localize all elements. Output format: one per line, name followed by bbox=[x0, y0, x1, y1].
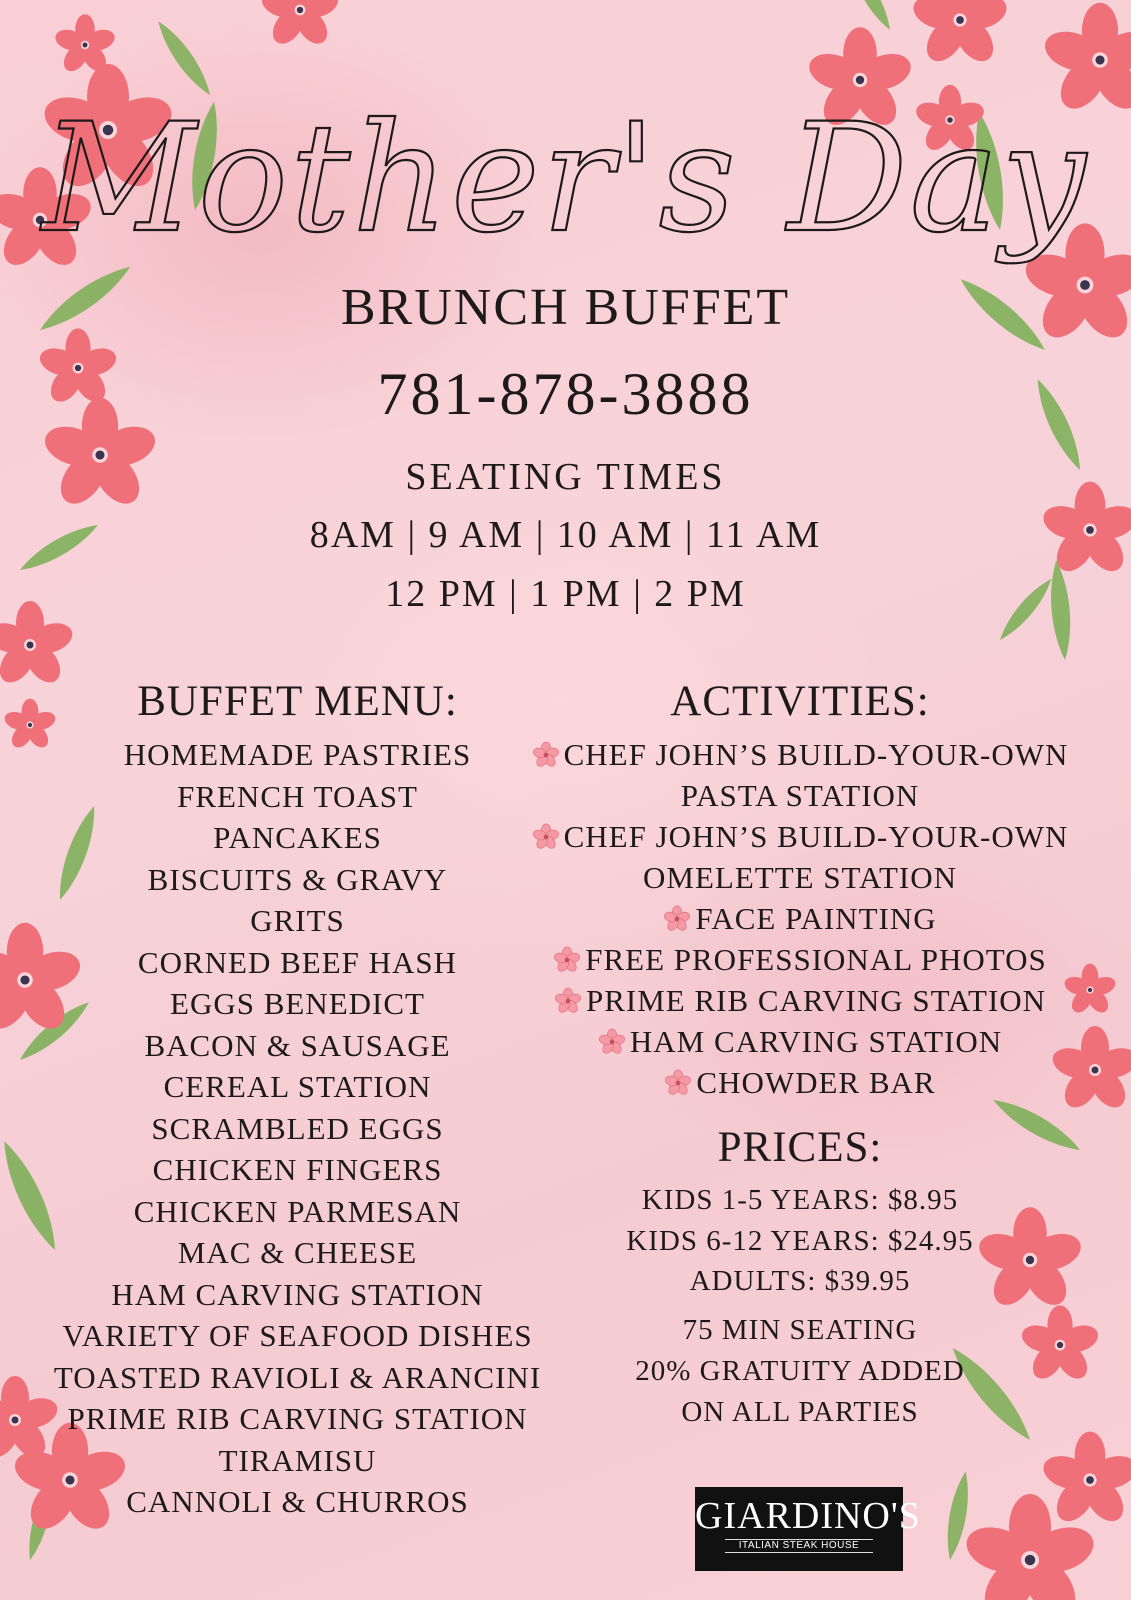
menu-item: HAM CARVING STATION bbox=[111, 1276, 484, 1312]
menu-item: CORNED BEEF HASH bbox=[137, 944, 458, 980]
cherry-blossom-icon bbox=[598, 1028, 626, 1056]
activity-label: FREE PROFESSIONAL PHOTOS bbox=[585, 942, 1047, 977]
menu-item: VARIETY OF SEAFOOD DISHES bbox=[62, 1318, 533, 1353]
menu-item: PRIME RIB CARVING STATION bbox=[67, 1401, 528, 1436]
seating-times-line-2: 12 PM | 1 PM | 2 PM bbox=[385, 573, 746, 615]
buffet-menu-list bbox=[40, 734, 555, 1523]
phone-number[interactable]: 781-878-3888 bbox=[377, 361, 754, 427]
menu-item: MAC & CHEESE bbox=[177, 1235, 418, 1270]
activity-label: CHEF JOHN’S BUILD-YOUR-OWN bbox=[563, 819, 1069, 854]
price-item: KIDS 1-5 YEARS: $8.95 bbox=[641, 1184, 959, 1216]
activity-item bbox=[515, 980, 1085, 1021]
logo-tagline: ITALIAN STEAK HOUSE bbox=[725, 1539, 873, 1553]
brunch-buffet-subtitle: BRUNCH BUFFET bbox=[340, 279, 791, 336]
menu-item: FRENCH TOAST bbox=[177, 778, 418, 814]
activity-label: PASTA STATION bbox=[680, 778, 920, 813]
activity-label: OMELETTE STATION bbox=[643, 860, 957, 895]
menu-item: HOMEMADE PASTRIES bbox=[123, 737, 472, 772]
activity-item bbox=[515, 857, 1085, 898]
menu-item: EGGS BENEDICT bbox=[170, 986, 425, 1021]
activity-label: PRIME RIB CARVING STATION bbox=[585, 983, 1047, 1018]
buffet-menu-heading: BUFFET MENU: bbox=[137, 678, 458, 725]
activities-heading: ACTIVITIES: bbox=[670, 678, 930, 725]
menu-item: CHICKEN PARMESAN bbox=[133, 1193, 462, 1229]
cherry-blossom-icon bbox=[664, 1069, 692, 1097]
menu-item: CHICKEN FINGERS bbox=[152, 1152, 443, 1187]
prices-heading: PRICES: bbox=[717, 1124, 883, 1171]
activity-item bbox=[515, 939, 1085, 980]
activities-list bbox=[515, 734, 1085, 1103]
activity-item bbox=[515, 1062, 1085, 1103]
cherry-blossom-icon bbox=[553, 946, 581, 974]
activity-item bbox=[515, 775, 1085, 816]
menu-item: CANNOLI & CHURROS bbox=[126, 1484, 469, 1519]
activities-section bbox=[515, 676, 1085, 1428]
activity-label: CHEF JOHN’S BUILD-YOUR-OWN bbox=[563, 737, 1069, 772]
seating-times-title: SEATING TIMES bbox=[405, 456, 726, 498]
menu-item: BACON & SAUSAGE bbox=[144, 1027, 451, 1063]
price-item: ADULTS: $39.95 bbox=[689, 1265, 911, 1297]
activity-label: HAM CARVING STATION bbox=[629, 1024, 1003, 1059]
activity-item bbox=[515, 1021, 1085, 1062]
seating-notes bbox=[515, 1310, 1085, 1433]
activity-label: CHOWDER BAR bbox=[696, 1065, 936, 1100]
seating-note: 20% GRATUITY ADDED bbox=[635, 1354, 965, 1387]
mothers-day-title: Mother's Day bbox=[42, 92, 1088, 266]
activity-item bbox=[515, 734, 1085, 775]
activity-item bbox=[515, 816, 1085, 857]
cherry-blossom-icon bbox=[554, 987, 582, 1015]
menu-item: SCRAMBLED EGGS bbox=[151, 1110, 444, 1146]
seating-note: ON ALL PARTIES bbox=[681, 1395, 919, 1428]
giardinos-logo bbox=[695, 1487, 921, 1571]
cherry-blossom-icon bbox=[532, 741, 560, 769]
menu-item: TIRAMISU bbox=[218, 1442, 377, 1478]
menu-item: CEREAL STATION bbox=[163, 1069, 432, 1104]
title-script bbox=[0, 60, 1131, 300]
menu-item: PANCAKES bbox=[213, 820, 382, 855]
logo-name: GIARDINO'S bbox=[695, 1495, 921, 1537]
activity-label: FACE PAINTING bbox=[695, 901, 937, 936]
menu-item: GRITS bbox=[250, 903, 345, 938]
cherry-blossom-icon bbox=[663, 905, 691, 933]
menu-item: TOASTED RAVIOLI & ARANCINI bbox=[53, 1359, 542, 1395]
seating-note: 75 MIN SEATING bbox=[682, 1313, 918, 1346]
price-item: KIDS 6-12 YEARS: $24.95 bbox=[626, 1224, 974, 1257]
prices-section bbox=[515, 1122, 1085, 1433]
menu-item: BISCUITS & GRAVY bbox=[147, 861, 448, 897]
activity-item bbox=[515, 898, 1085, 939]
buffet-menu-section bbox=[40, 676, 555, 1523]
prices-list bbox=[515, 1180, 1085, 1302]
cherry-blossom-icon bbox=[532, 823, 560, 851]
seating-times-line-1: 8AM | 9 AM | 10 AM | 11 AM bbox=[309, 514, 822, 556]
